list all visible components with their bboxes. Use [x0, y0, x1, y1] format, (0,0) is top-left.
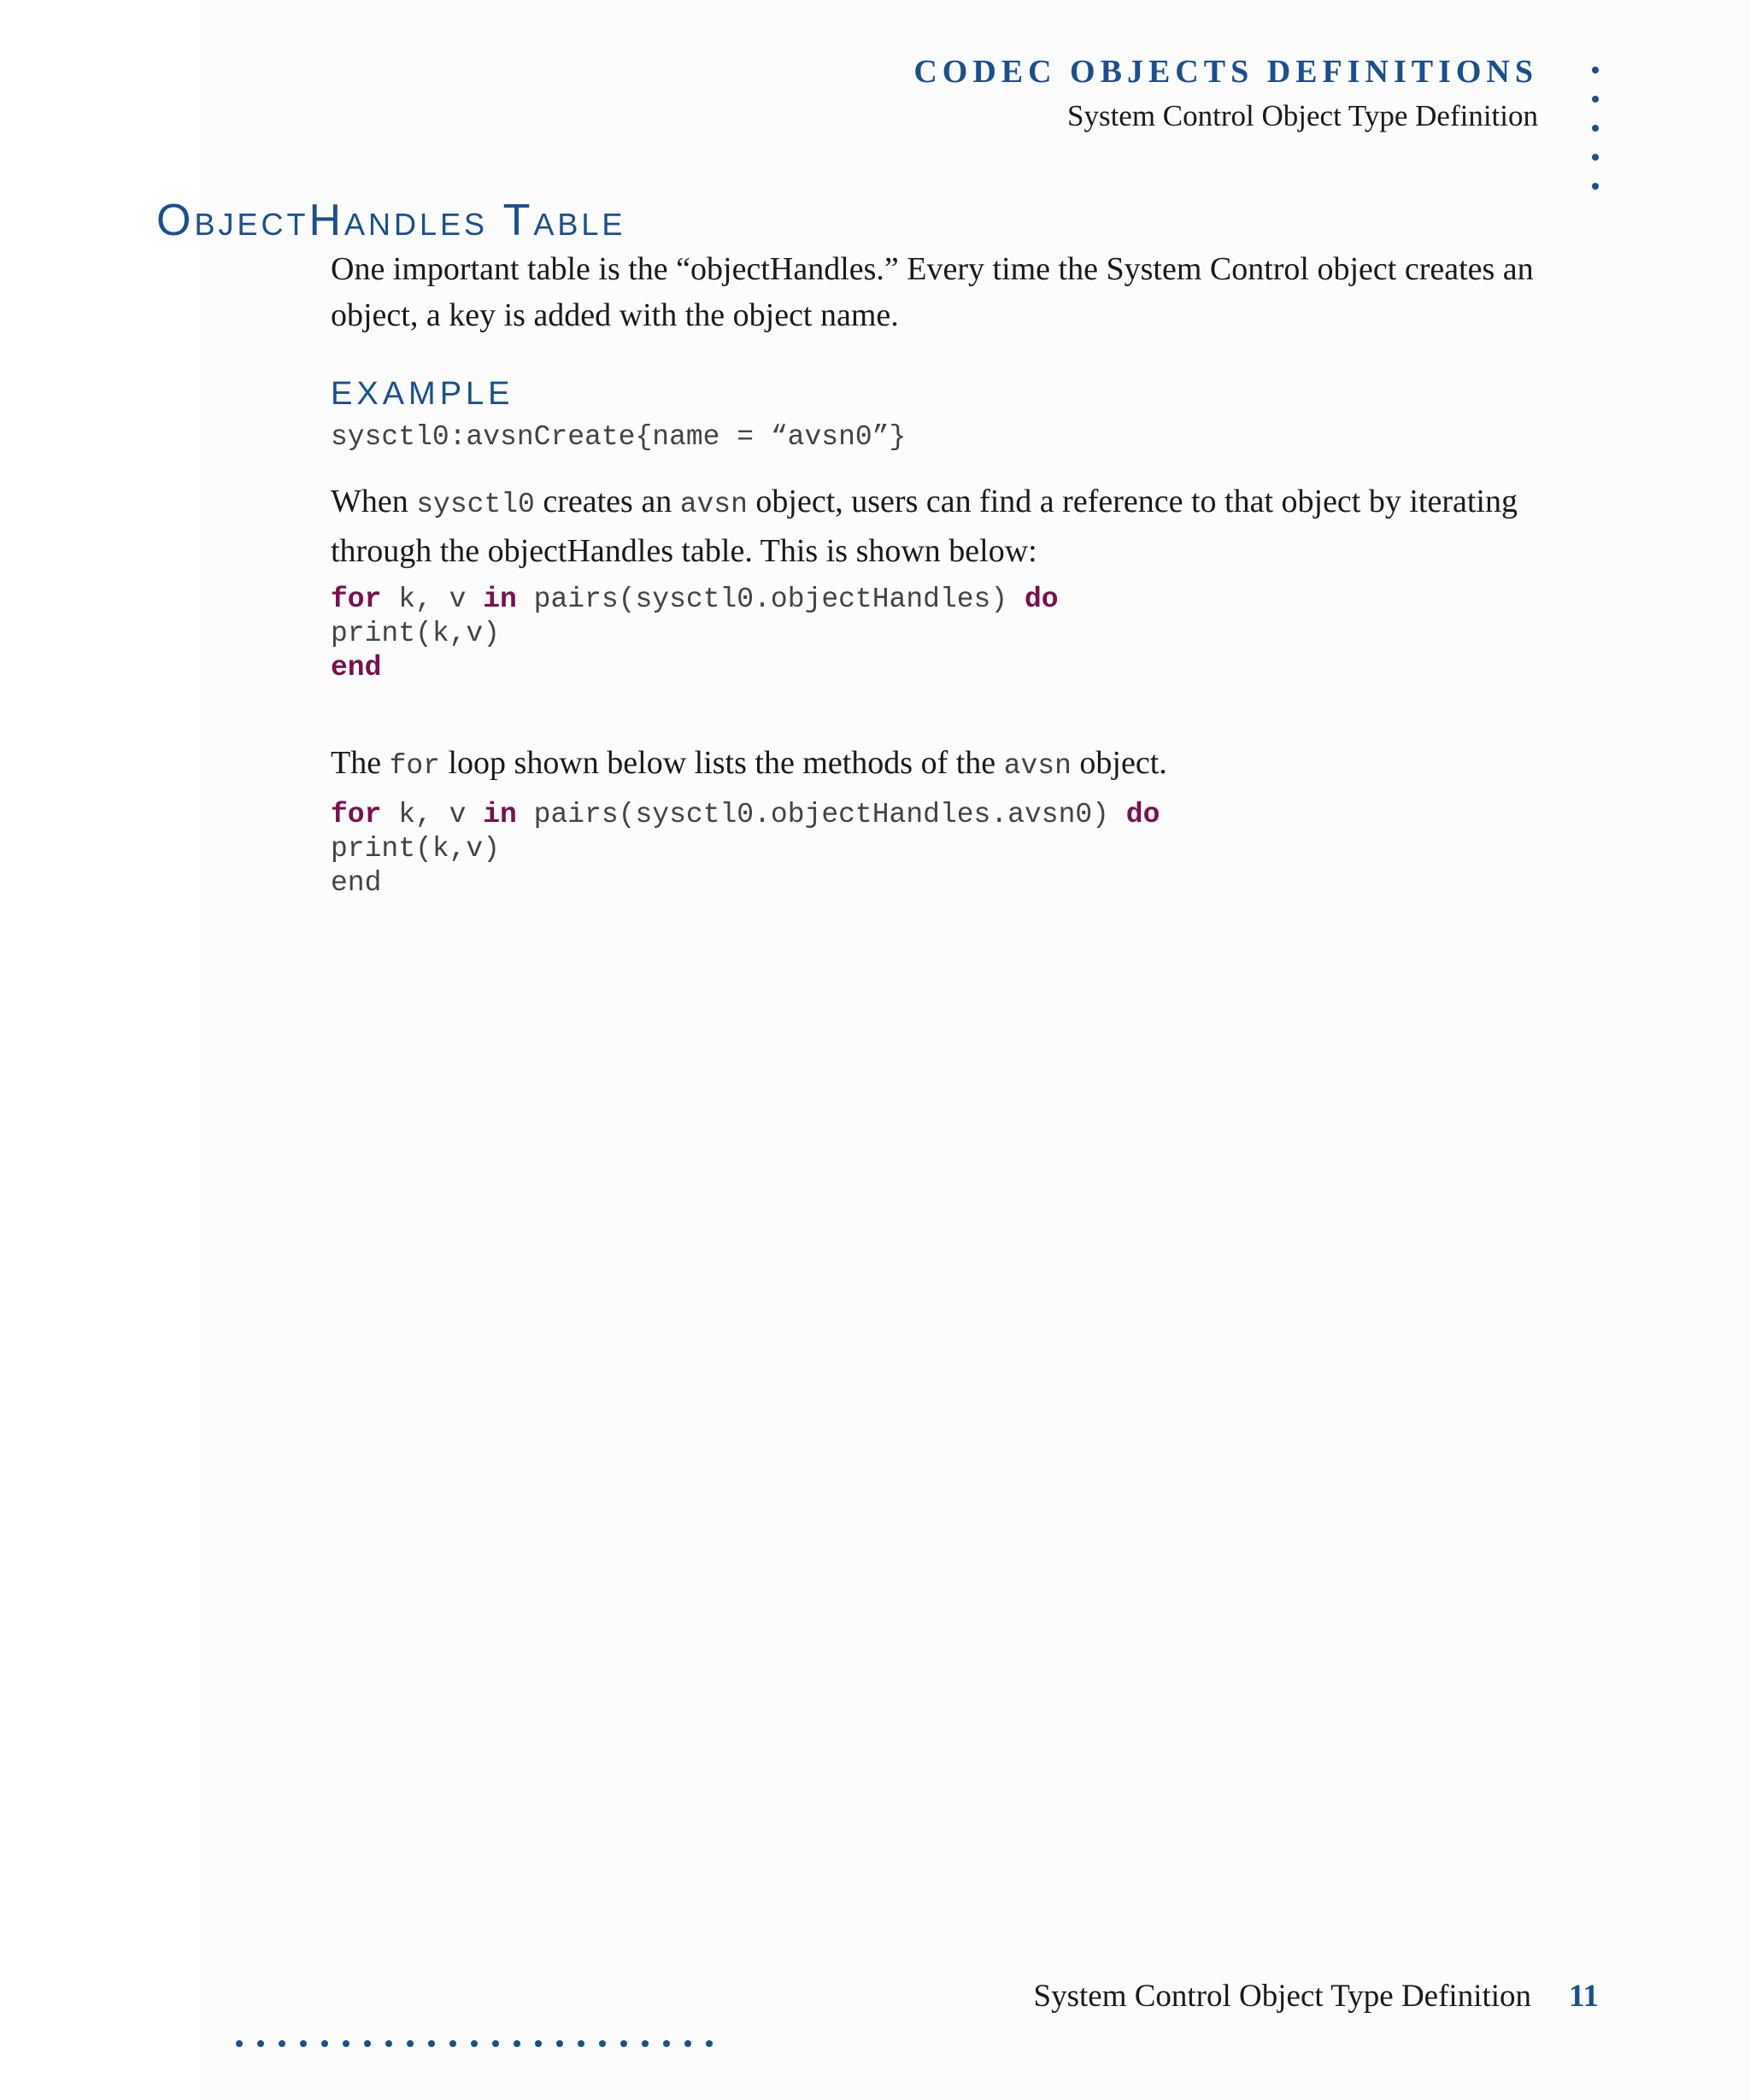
inline-code: sysctl0 [416, 489, 535, 520]
page-number: 11 [1569, 1979, 1599, 2014]
code-block-1 [331, 583, 1595, 685]
ornament-dot [428, 2040, 435, 2047]
code-text: k, v [381, 799, 484, 830]
keyword: in [483, 584, 517, 615]
ornament-dot [599, 2040, 606, 2047]
code-block-2 [331, 798, 1595, 900]
example-heading: EXAMPLE [331, 376, 514, 412]
code-text: k, v [381, 584, 484, 615]
ornament-dot [279, 2040, 285, 2047]
inline-code: avsn [1003, 750, 1072, 782]
ornament-dot [706, 2040, 713, 2047]
ornament-dot [236, 2040, 243, 2047]
code-text: end [331, 867, 382, 899]
keyword: for [331, 799, 382, 830]
keyword: in [483, 799, 517, 830]
code-text: print(k,v) [331, 618, 501, 649]
ornament-dot [556, 2040, 563, 2047]
text: creates an [534, 484, 680, 519]
ornament-dot [620, 2040, 627, 2047]
running-footer [1034, 1975, 1599, 2018]
ornament-dot [300, 2040, 307, 2047]
ornament-dot [642, 2040, 649, 2047]
header-section-title: System Control Object Type Definition [1066, 99, 1538, 132]
footer-section-title: System Control Object Type Definition [1033, 1979, 1532, 2014]
ornament-dot [492, 2040, 499, 2047]
ornament-dot [364, 2040, 371, 2047]
code-text: pairs(sysctl0.objectHandles.avsn0) [516, 799, 1126, 830]
keyword: do [1024, 584, 1059, 615]
vertical-dot-ornament [1592, 67, 1599, 212]
ornament-dot [343, 2040, 349, 2047]
ornament-dot [257, 2040, 264, 2047]
ornament-dot [471, 2040, 478, 2047]
ornament-dot [535, 2040, 542, 2047]
inline-code: avsn [679, 489, 748, 520]
keyword: end [331, 652, 382, 683]
text: When [331, 484, 417, 519]
code-text: print(k,v) [331, 833, 501, 865]
example-code: sysctl0:avsnCreate{name = “avsn0”} [331, 421, 907, 453]
running-header [913, 51, 1538, 135]
horizontal-dot-ornament [236, 2040, 727, 2047]
ornament-dot [407, 2040, 414, 2047]
ornament-dot [578, 2040, 584, 2047]
keyword: do [1125, 799, 1160, 830]
intro-paragraph: One important table is the “objectHandles.” Every time the System Control object creates an object, a key is added with the object name. [331, 251, 1534, 333]
ornament-dot [514, 2040, 520, 2047]
ornament-dot [385, 2040, 392, 2047]
when-paragraph [331, 478, 1595, 574]
ornament-dot [684, 2040, 691, 2047]
text: object, users can find a reference to that object by iterating through the objectHandles table. This is shown below: [331, 484, 1518, 569]
text: loop shown below lists the methods of the [440, 745, 1004, 781]
ornament-dot [663, 2040, 670, 2047]
code-text: pairs(sysctl0.objectHandles) [516, 584, 1025, 615]
text: The [331, 745, 390, 781]
header-chapter-title: CODEC OBJECTS DEFINITIONS [913, 54, 1538, 90]
text: object. [1071, 745, 1167, 781]
section-title: ObjectHandles Table [156, 196, 626, 245]
ornament-dot [321, 2040, 328, 2047]
inline-code: for [389, 750, 440, 782]
for-loop-paragraph [331, 740, 1595, 789]
page-content [331, 246, 1595, 900]
keyword: for [331, 584, 382, 615]
ornament-dot [449, 2040, 456, 2047]
